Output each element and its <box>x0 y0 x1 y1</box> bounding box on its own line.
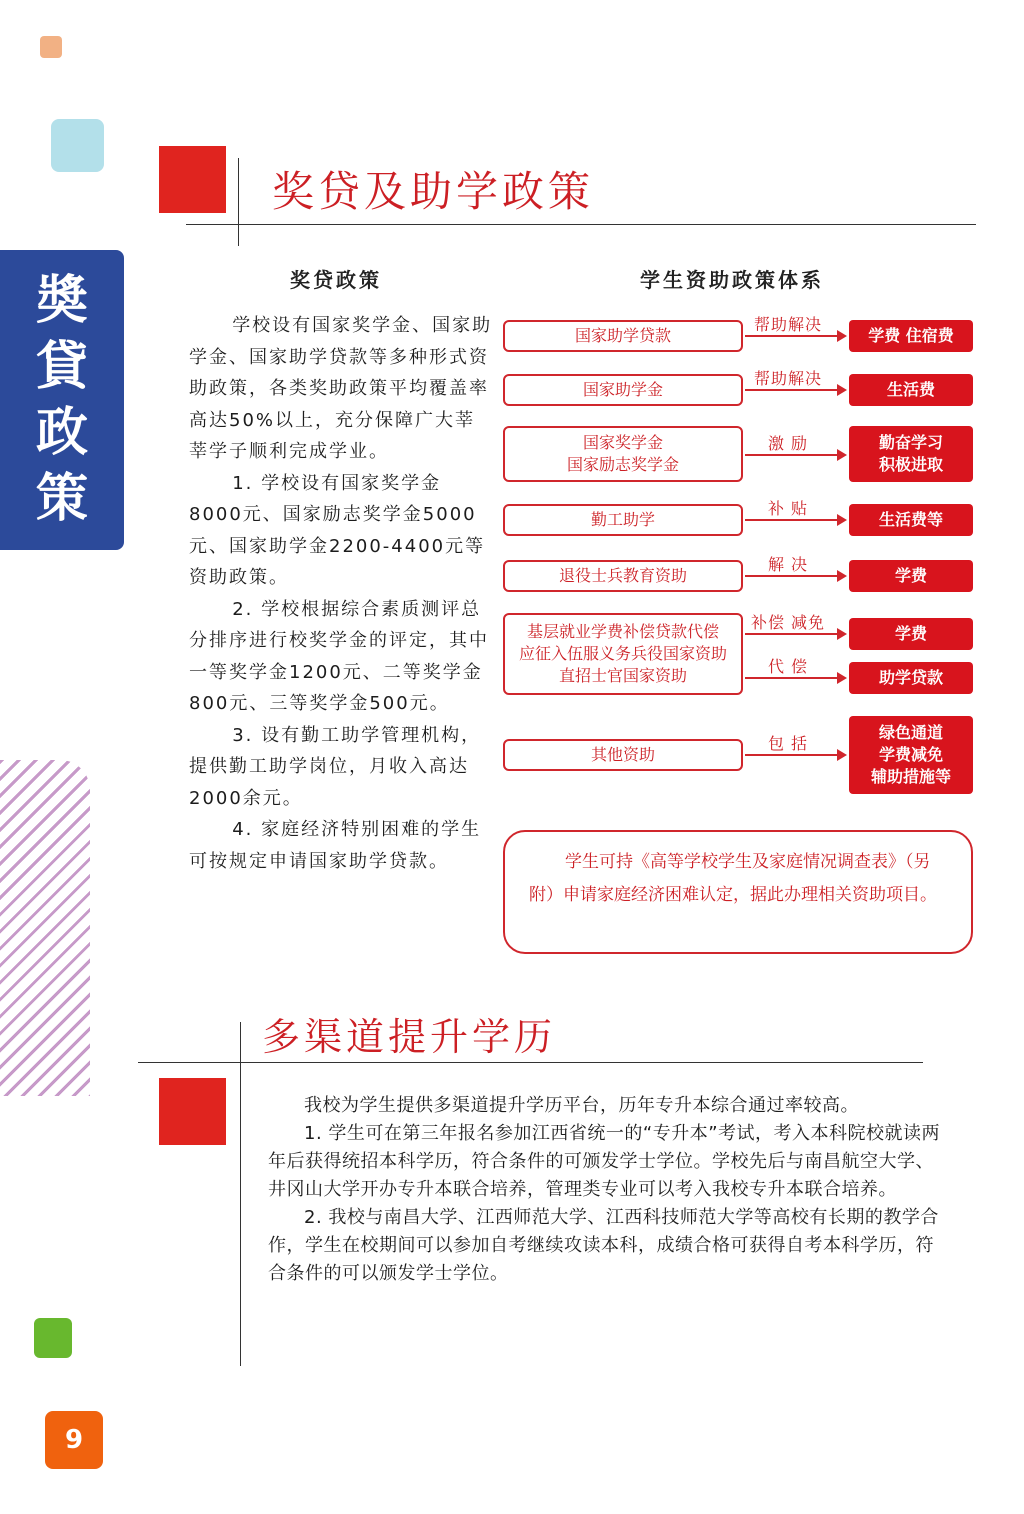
diagram-arrow-label: 补 贴 <box>767 499 809 518</box>
section2-red-block <box>159 1078 226 1145</box>
policy-paragraph: 学校设有国家奖学金、国家助学金、国家助学贷款等多种形式资助政策，各类奖助政策平均覆盖率高达50%以上，充分保障广大莘莘学子顺利完成学业。 <box>189 315 493 462</box>
diagram-source-text: 国家励志奖学金 <box>566 455 679 474</box>
diagram-source-text: 直招士官国家资助 <box>558 666 687 685</box>
diagram-target-box <box>849 320 973 352</box>
left-heading: 奖贷政策 <box>290 268 382 292</box>
section2-vertical-rule <box>240 1022 241 1366</box>
section2-horizontal-rule <box>138 1062 923 1063</box>
policy-paragraph: 1. 学校设有国家奖学金8000元、国家励志奖学金5000元、国家助学金2200-4400元等资助政策。 <box>189 472 486 588</box>
diagram-source-text: 国家助学贷款 <box>574 326 671 345</box>
diagram-target-text: 辅助措施等 <box>870 767 951 786</box>
policy-paragraph: 2. 学校根据综合素质测评总分排序进行校奖学金的评定，其中一等奖学金1200元、二等奖学金800元、三等奖学金500元。 <box>189 598 489 714</box>
education-text <box>268 1092 950 1288</box>
diagram-arrow-label: 补偿 减免 <box>750 613 826 632</box>
education-paragraph: 2. 我校与南昌大学、江西师范大学、江西科技师范大学等高校有长期的教学合作，学生在校期间可以参加自考继续攻读本科，成绩合格可获得自考本科学历，符合条件的可以颁发学士学位。 <box>268 1207 939 1284</box>
diagram-target-box <box>849 716 973 794</box>
side-tab <box>0 250 124 550</box>
section2-title: 多渠道提升学历 <box>262 1015 557 1059</box>
diagram-arrow-label: 帮助解决 <box>753 315 822 334</box>
diagram-source-box <box>503 374 743 406</box>
decor-stripes <box>0 760 90 1096</box>
diagram-source-box <box>503 613 743 695</box>
side-tab-char: 政 <box>35 402 88 463</box>
application-note-box <box>503 830 973 954</box>
education-paragraph: 1. 学生可在第三年报名参加江西省统一的“专升本”考试，考入本科院校就读两年后获得统招本科学历，符合条件的可颁发学士学位。学校先后与南昌航空大学、井冈山大学开办专升本联合培养，管理类专业可以考入我校专升本联合培养。 <box>268 1123 941 1200</box>
diagram-target-text: 学费 <box>894 624 927 643</box>
section1-horizontal-rule <box>186 224 976 225</box>
diagram-source-text: 国家助学金 <box>582 380 663 399</box>
diagram-target-text: 生活费等 <box>878 510 943 529</box>
diagram-target-text: 学费 <box>894 566 927 585</box>
diagram-source-text: 国家奖学金 <box>582 433 663 452</box>
diagram-target-box <box>849 560 973 592</box>
diagram-target-text: 生活费 <box>886 380 935 399</box>
diagram-source-box <box>503 739 743 771</box>
diagram-target-text: 学费减免 <box>878 745 943 764</box>
diagram-source-text: 其他资助 <box>590 745 655 764</box>
decor-square-light-blue <box>51 119 104 172</box>
section1-title: 奖贷及助学政策 <box>272 167 595 216</box>
diagram-arrow <box>745 454 845 456</box>
section1-vertical-rule <box>238 158 239 246</box>
diagram-source-text: 退役士兵教育资助 <box>558 566 687 585</box>
diagram-target-text: 勤奋学习 <box>878 433 943 452</box>
section1-red-block <box>159 146 226 213</box>
policy-paragraph: 4. 家庭经济特别困难的学生可按规定申请国家助学贷款。 <box>189 819 482 872</box>
application-note-text: 学生可持《高等学校学生及家庭情况调查表》（另附）申请家庭经济困难认定，据此办理相关资助项目。 <box>529 852 937 905</box>
policy-text <box>189 310 493 877</box>
diagram-target-text: 学费 住宿费 <box>868 326 954 345</box>
diagram-target-box <box>849 374 973 406</box>
diagram-arrow-label: 帮助解决 <box>753 369 822 388</box>
policy-paragraph: 3. 设有勤工助学管理机构，提供勤工助学岗位，月收入高达2000余元。 <box>189 724 482 809</box>
diagram-arrow-label: 包 括 <box>767 734 809 753</box>
education-paragraph: 我校为学生提供多渠道提升学历平台，历年专升本综合通过率较高。 <box>304 1095 859 1116</box>
diagram-source-text: 勤工助学 <box>590 510 655 529</box>
diagram-source-text: 应征入伍服义务兵役国家资助 <box>518 644 727 663</box>
diagram-source-box <box>503 320 743 352</box>
diagram-source-box <box>503 560 743 592</box>
diagram-target-text: 积极进取 <box>878 455 943 474</box>
diagram-arrow-label: 激 励 <box>767 434 809 453</box>
diagram-target-box <box>849 618 973 650</box>
diagram-arrow <box>745 335 845 337</box>
side-tab-char: 貸 <box>35 336 88 397</box>
decor-square-peach <box>40 36 62 58</box>
diagram-target-box <box>849 662 973 694</box>
decor-square-green <box>34 1318 72 1358</box>
diagram-target-box <box>849 426 973 482</box>
diagram-arrow-label: 解 决 <box>767 555 809 574</box>
diagram-target-text: 绿色通道 <box>878 723 943 742</box>
diagram-target-box <box>849 504 973 536</box>
diagram-source-box <box>503 504 743 536</box>
diagram-arrow <box>745 633 845 635</box>
diagram-arrow <box>745 519 845 521</box>
page-number: 9 <box>45 1411 103 1469</box>
diagram-arrow <box>745 677 845 679</box>
right-heading: 学生资助政策体系 <box>640 268 824 292</box>
diagram-arrow <box>745 754 845 756</box>
diagram-source-text: 基层就业学费补偿贷款代偿 <box>526 622 719 641</box>
diagram-arrow-label: 代 偿 <box>767 657 809 676</box>
diagram-arrow <box>745 389 845 391</box>
diagram-source-box <box>503 426 743 482</box>
side-tab-char: 策 <box>35 468 88 529</box>
diagram-target-text: 助学贷款 <box>878 668 943 687</box>
side-tab-char: 奬 <box>35 270 88 331</box>
diagram-arrow <box>745 575 845 577</box>
